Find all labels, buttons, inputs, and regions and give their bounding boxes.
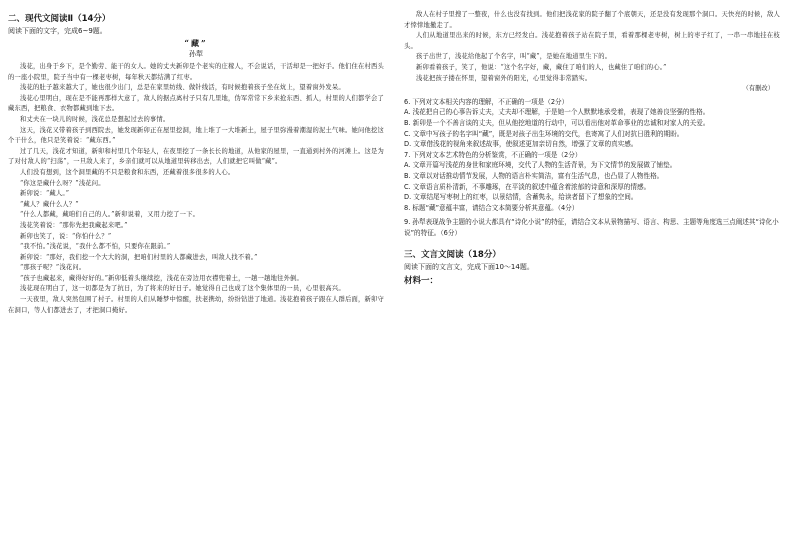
story-title: “藏” [184,38,208,48]
section3-title: 三、文言文阅读（18分） [404,250,501,261]
paragraph: 过了几天，浅花才知道，新卯和村里几个年轻人，在夜里挖了一条长长的地道，从他家的屋里，一直通到村外的河滩上。这是为了对付敌人的“扫荡”，一旦敌人来了，乡亲们就可以从地道里转移出去，人们就把它叫做“藏”。 [8,147,384,166]
section-title: 二、现代文阅读Ⅱ（14分） [8,14,111,24]
question-stem: 7. 下列对文本艺术特色的分析鉴赏，不正确的一项是（2分） [404,150,582,159]
material-label: 材料一： [404,276,439,287]
paragraph: 一天夜里，敌人突然包围了村子。村里的人们从睡梦中惊醒，扶老携幼，纷纷钻进了地道。浅花抱着孩子跟在人群后面，新卯守在洞口，等人们都进去了，才把洞口掩好。 [8,296,384,314]
question-option: C. 文章语言质朴清新，不事雕琢，在平淡的叙述中蕴含着浓郁的诗意和深厚的情感。 [404,182,651,191]
question-list [404,97,780,243]
section3-instruction: 阅读下面的文言文，完成下面10～14题。 [404,263,534,272]
author: 孙犁 [189,50,203,58]
question-option: C. 文章中写孩子的名字叫“藏”，既是对孩子出生环境的交代，也寄寓了人们对抗日胜利的期盼。 [404,129,684,138]
paragraph: 浅花把孩子搂在怀里，望着窗外的阳光，心里觉得非常踏实。 [416,74,592,82]
paragraph: 人们没有想到，这个洞里藏的不只是粮食和东西，还藏着很多很多的人心。 [20,168,235,176]
paragraph: 浅花现在明白了，这一切都是为了抗日，为了将来的好日子。她觉得自己也成了这个集体里的一员，心里很高兴。 [20,285,345,293]
right-column [404,10,780,288]
paragraph: “你这是藏什么呀？”浅花问。 [20,179,105,187]
paragraph: “孩子也藏起来，藏得好好的。”新卯低着头继续挖，浅花在旁边用衣襟兜着土，一趟一趟地往外倒。 [20,274,304,282]
question-option: D. 文章结尾写枣树上的红枣，以景结情，含蓄隽永，给读者留下了想象的空间。 [404,193,638,202]
paragraph: 浅花笑着说：“那你先把我藏起来吧。” [20,221,128,229]
paragraph: 新卯看着孩子，笑了，他说：“这个名字好，藏，藏住了咱们的人，也藏住了咱们的心。” [416,63,667,71]
story-body [8,62,384,316]
instruction: 阅读下面的文字，完成6~9题。 [8,27,107,35]
question-stem: 8. 标题“藏”意蕴丰富，请结合文本简要分析其意蕴。（4分） [404,203,579,212]
paragraph: 孩子出世了，浅花给他起了个名字，叫“藏”，是她在地道里生下的。 [416,53,612,61]
paragraph: 浅花的肚子越来越大了，她也很少出门，总是在家里纺线、做针线活，有时候抱着孩子坐在炕上，望着窗外发呆。 [20,84,345,92]
question-option: B. 新卯是一个不善言谈的丈夫，但从他挖地道的行动中，可以看出他对革命事业的忠诚和对家人的关爱。 [404,118,710,127]
paragraph: 敌人在村子里搜了一整夜，什么也没有找到。他们把浅花家的院子翻了个底朝天，还是没有发现那个洞口。天快亮的时候，敌人才悻悻地撤走了。 [404,11,780,29]
paragraph: “我不怕。”浅花说，“我什么都不怕，只要你在跟前。” [20,243,171,251]
source-note: （有删改） [742,85,774,93]
paragraph: 新卯也笑了，说：“你怕什么？” [20,232,112,240]
paragraph: 这天，浅花又带着孩子到西院去，她发现新卯正在屋里挖洞，地上堆了一大堆新土，屋子里弥漫着潮湿的泥土气味。她问他挖这个干什么，他只是笑着说：“藏东西。” [8,126,384,145]
question-option: A. 浅花把自己的心事告诉丈夫，丈夫却不理解，于是她一个人默默地承受着，表现了她善良坚强的性格。 [404,108,710,117]
left-column [8,10,384,316]
paragraph: “什么人都藏，藏咱们自己的人。”新卯说着，又用力挖了一下。 [20,211,200,219]
question-stem: 9. 孙犁表现战争主题的小说大都具有“诗化小说”的特征，请结合文本从景物描写、语言、构思、主题等角度选三点阐述其“诗化小说”的特征。（6分） [404,218,779,237]
story-body-continued [404,10,780,84]
question-option: A. 文章开篇写浅花的身世和家庭环境，交代了人物的生活背景，为下文情节的发展做了铺垫。 [404,161,677,170]
paragraph: 和丈夫在一块儿的时候，浅花总是想起过去的事情。 [20,115,170,123]
paragraph: 浅花心里明白，现在是不能再那样大意了，敌人的据点离村子只有几里地，伪军常常下乡来抢东西、抓人，村里的人们都学会了藏东西，把粮食、衣物都藏到地下去。 [8,94,384,113]
question-option: B. 文章以对话推动情节发展，人物的语言朴实简洁，富有生活气息，也凸显了人物性格。 [404,171,664,180]
paragraph: “那孩子呢？”浅花问。 [20,264,86,272]
paragraph: 新卯说：“那好，我们挖一个大大的洞，把咱们村里的人都藏进去，叫敌人找不着。” [20,253,258,261]
question-option: D. 文章借浅花的视角来叙述故事，使叙述更加亲切自然，增强了文章的真实感。 [404,140,638,149]
paragraph: 人们从地道里出来的时候，东方已经发白。浅花抱着孩子站在院子里，看着那棵老枣树，树上的枣子红了，一串一串地挂在枝头。 [404,32,780,50]
paragraph: 浅花，出身于乡下，是个勤劳、能干的女人。她的丈夫新卯是个老实的庄稼人，不会说话，干活却是一把好手。他们住在村西头的一座小院里，院子当中有一棵老枣树，每年秋天都结满了红枣。 [8,63,384,81]
paragraph: 新卯说：“藏人。” [20,190,70,198]
question-stem: 6. 下列对文本相关内容的理解，不正确的一项是（2分） [404,97,569,106]
paragraph: “藏人？藏什么人？” [20,200,79,208]
